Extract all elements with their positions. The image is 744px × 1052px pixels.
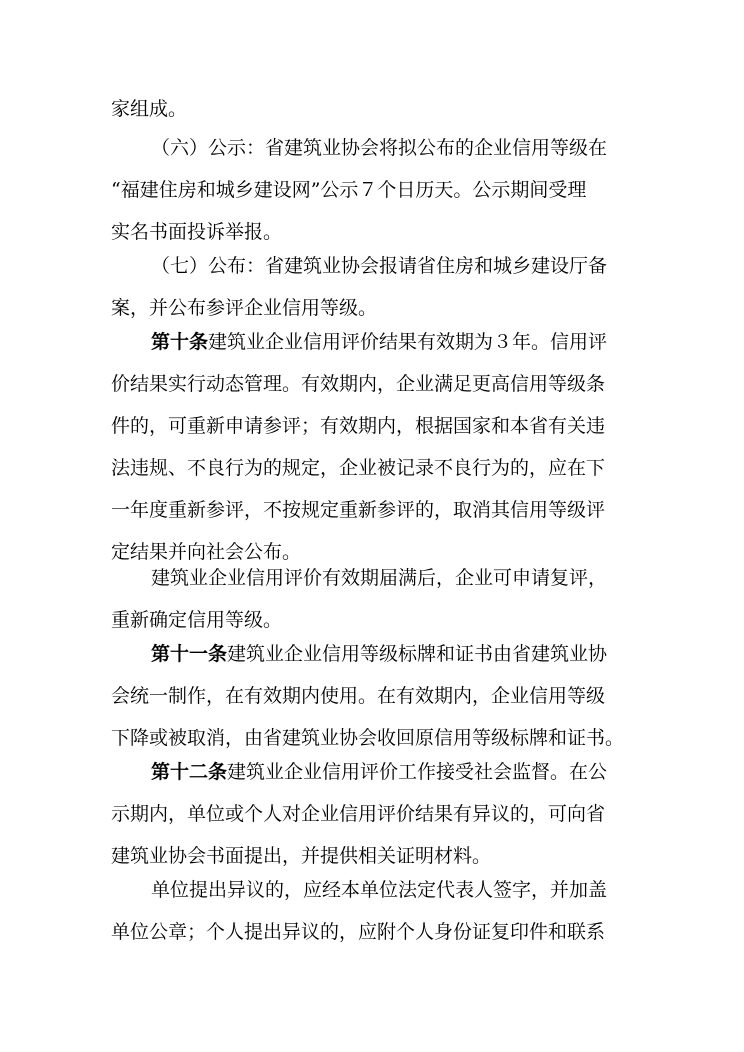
text-line: （七）公布：省建筑业协会报请省住房和城乡建设厅备 xyxy=(151,255,608,277)
article-10 xyxy=(111,321,636,573)
text-line: 实名书面投诉举报。 xyxy=(111,221,283,243)
text-line: 法违规、不良行为的规定，企业被记录不良行为的，应在下 xyxy=(111,457,606,479)
paragraph-item-7-publication xyxy=(111,245,636,329)
text-line: 单位提出异议的，应经本单位法定代表人签字，并加盖 xyxy=(151,879,608,901)
article-heading: 第十一条 xyxy=(151,643,228,665)
text-line: 重新确定信用等级。 xyxy=(111,609,283,631)
text-line: 家组成。 xyxy=(111,98,188,120)
text-line: 会统一制作，在有效期内使用。在有效期内，企业信用等级 xyxy=(111,685,606,707)
text-line: 一年度重新参评，不按规定重新参评的，取消其信用等级评 xyxy=(111,499,606,521)
text-line: 定结果并向社会公布。 xyxy=(111,541,302,563)
paragraph-continuation xyxy=(111,88,636,130)
paragraph-objection xyxy=(111,869,636,953)
article-12 xyxy=(111,751,636,877)
article-11 xyxy=(111,633,636,759)
text-line: 件的，可重新申请参评；有效期内，根据国家和本省有关违 xyxy=(111,415,606,437)
article-heading: 第十条 xyxy=(151,331,209,353)
article-heading: 第十二条 xyxy=(151,761,228,783)
text-line: 案，并公布参评企业信用等级。 xyxy=(111,297,378,319)
text-line xyxy=(111,751,636,793)
article-text: 建筑业企业信用评价工作接受社会监督。在公 xyxy=(227,761,608,783)
text-line: 单位公章；个人提出异议的，应附个人身份证复印件和联系 xyxy=(111,921,606,943)
text-line xyxy=(111,633,636,675)
article-text: 建筑业企业信用评价结果有效期为３年。信用评 xyxy=(208,331,608,353)
text-line: （六）公示：省建筑业协会将拟公布的企业信用等级在 xyxy=(151,137,608,159)
text-line: 建筑业企业信用评价有效期届满后，企业可申请复评， xyxy=(151,567,608,589)
text-line: 价结果实行动态管理。有效期内，企业满足更高信用等级条 xyxy=(111,373,606,395)
text-line: “福建住房和城乡建设网”公示７个日历天。公示期间受理 xyxy=(111,179,587,201)
article-text: 建筑业企业信用等级标牌和证书由省建筑业协 xyxy=(227,643,608,665)
text-line: 建筑业协会书面提出，并提供相关证明材料。 xyxy=(111,845,492,867)
paragraph-reevaluation xyxy=(111,557,636,641)
paragraph-item-6-publicity xyxy=(111,127,636,253)
text-line xyxy=(111,321,636,363)
text-line: 下降或被取消，由省建筑业协会收回原信用等级标牌和证书。 xyxy=(111,727,625,749)
text-line: 示期内，单位或个人对企业信用评价结果有异议的，可向省 xyxy=(111,803,606,825)
